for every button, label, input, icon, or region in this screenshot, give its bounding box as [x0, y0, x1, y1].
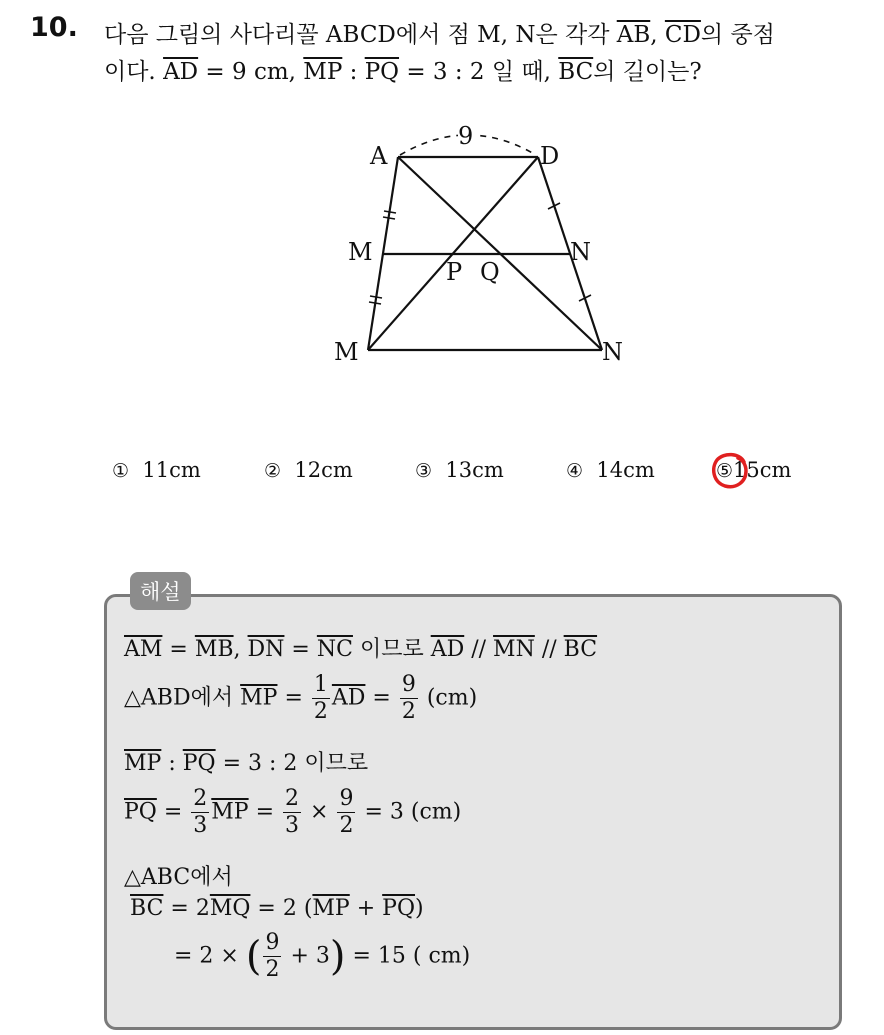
- solution-line-6: [130, 896, 424, 921]
- math: $\overline{MP}$: [312, 896, 350, 921]
- math: = 15 ( cm): [345, 943, 471, 969]
- math: =: [277, 685, 310, 711]
- math: $\overline{PQ}$: [382, 896, 416, 921]
- label-m: M: [348, 238, 373, 266]
- numerator: 2: [285, 786, 300, 811]
- math: △ABC에서: [124, 865, 233, 890]
- math: =: [156, 799, 190, 825]
- math: $\overline{PQ}$: [124, 799, 157, 825]
- question-text: = 9 cm,: [198, 59, 304, 85]
- math: (cm): [419, 685, 478, 711]
- label-bottom-left: M: [334, 338, 359, 366]
- math: + 3: [283, 943, 330, 969]
- segment-cd: $\overline{CD}$: [664, 22, 701, 48]
- math: +: [349, 896, 383, 921]
- math: = 3 : 2 이므로: [215, 751, 369, 776]
- math: $\overline{MP}$: [211, 799, 249, 825]
- math: = 2 (: [250, 896, 313, 921]
- segment-ad: $\overline{AD}$: [163, 59, 199, 85]
- label-bottom-right: N: [602, 338, 623, 366]
- math: $\overline{MB}$: [194, 637, 234, 662]
- label-a: A: [370, 142, 388, 170]
- choice-number: ②: [264, 460, 282, 482]
- trapezoid-figure: [320, 110, 650, 380]
- fraction: [312, 674, 330, 723]
- fraction: [400, 674, 418, 723]
- math: ,: [233, 637, 248, 662]
- math: ): [415, 896, 424, 921]
- choice-2[interactable]: [264, 458, 353, 482]
- question-text: = 3 : 2 일 때,: [399, 59, 559, 85]
- math: = 3 (cm): [357, 799, 462, 825]
- numerator: 9: [339, 786, 354, 811]
- question-text: 의 길이는?: [593, 59, 702, 85]
- math: ×: [303, 799, 336, 825]
- fraction: [337, 788, 355, 837]
- math: =: [162, 637, 195, 662]
- math: =: [248, 799, 282, 825]
- math: $\overline{AM}$: [124, 637, 163, 662]
- question-line-2: [104, 53, 702, 86]
- denominator: 2: [401, 699, 416, 724]
- denominator: 3: [285, 813, 300, 838]
- math: $\overline{BC}$: [130, 896, 164, 921]
- choice-1[interactable]: [112, 458, 201, 482]
- label-n: N: [570, 238, 591, 266]
- math: $\overline{AD}$: [331, 685, 366, 711]
- choice-number: ④: [566, 460, 584, 482]
- right-paren: ): [329, 933, 346, 980]
- choice-3[interactable]: [415, 458, 504, 482]
- choice-text: 12cm: [294, 458, 353, 482]
- left-paren: (: [245, 933, 262, 980]
- math: $\overline{MP}$: [240, 685, 278, 711]
- choice-text: 14cm: [596, 458, 655, 482]
- math: $\overline{MP}$: [124, 751, 162, 776]
- math: = 2 ×: [174, 943, 246, 969]
- math: △ABD에서: [124, 685, 241, 711]
- math: :: [161, 751, 183, 776]
- math: =: [365, 685, 398, 711]
- label-d: D: [540, 142, 560, 170]
- answer-circle-mark: [710, 450, 750, 490]
- fraction: [263, 932, 281, 981]
- math: //: [534, 637, 564, 662]
- math: $\overline{AD}$: [430, 637, 465, 662]
- label-p: P: [446, 258, 463, 286]
- numerator: 9: [401, 672, 416, 697]
- choice-text: 13cm: [445, 458, 504, 482]
- math: $\overline{MQ}$: [209, 896, 251, 921]
- solution-line-1: [124, 632, 597, 663]
- label-q: Q: [480, 258, 500, 286]
- solution-line-3: [124, 746, 368, 777]
- question-text: 다음 그림의 사다리꼴 ABCD에서 점 M, N은 각각: [104, 22, 617, 48]
- solution-line-5: [124, 860, 233, 891]
- choice-4[interactable]: [566, 458, 655, 482]
- denominator: 2: [265, 957, 280, 982]
- question-line-1: [104, 16, 775, 49]
- question-text: 의 중점: [700, 22, 775, 48]
- question-number: 10.: [30, 12, 78, 43]
- choice-text: 11cm: [142, 458, 201, 482]
- segment-ab: $\overline{AB}$: [616, 22, 651, 48]
- choice-number: ⑤: [716, 460, 734, 482]
- math: 이므로: [352, 637, 431, 662]
- numerator: 1: [313, 672, 328, 697]
- numerator: 2: [193, 786, 208, 811]
- fraction: [283, 788, 301, 837]
- math: //: [464, 637, 494, 662]
- question-text: :: [342, 59, 365, 85]
- math: $\overline{DN}$: [247, 637, 285, 662]
- math: $\overline{PQ}$: [182, 751, 216, 776]
- choice-number: ③: [415, 460, 433, 482]
- question-text: ,: [650, 22, 665, 48]
- denominator: 2: [313, 699, 328, 724]
- choice-number: ①: [112, 460, 130, 482]
- denominator: 3: [193, 813, 208, 838]
- math: $\overline{MN}$: [493, 637, 535, 662]
- solution-line-7: [174, 932, 470, 981]
- label-top-length: 9: [458, 122, 474, 150]
- denominator: 2: [339, 813, 354, 838]
- math: = 2: [163, 896, 210, 921]
- solution-tag: 해설: [130, 572, 191, 610]
- math: =: [284, 637, 317, 662]
- choice-5[interactable]: [716, 458, 791, 482]
- math: $\overline{NC}$: [316, 637, 353, 662]
- math: $\overline{BC}$: [563, 637, 598, 662]
- solution-line-2: [124, 674, 477, 723]
- segment-pq: $\overline{PQ}$: [364, 59, 400, 85]
- fraction: [191, 788, 209, 837]
- choice-text: 15cm: [733, 458, 792, 482]
- segment-bc: $\overline{BC}$: [558, 59, 594, 85]
- numerator: 9: [265, 930, 280, 955]
- segment-mp: $\overline{MP}$: [303, 59, 343, 85]
- solution-line-4: [124, 788, 461, 837]
- question-text: 이다.: [104, 59, 164, 85]
